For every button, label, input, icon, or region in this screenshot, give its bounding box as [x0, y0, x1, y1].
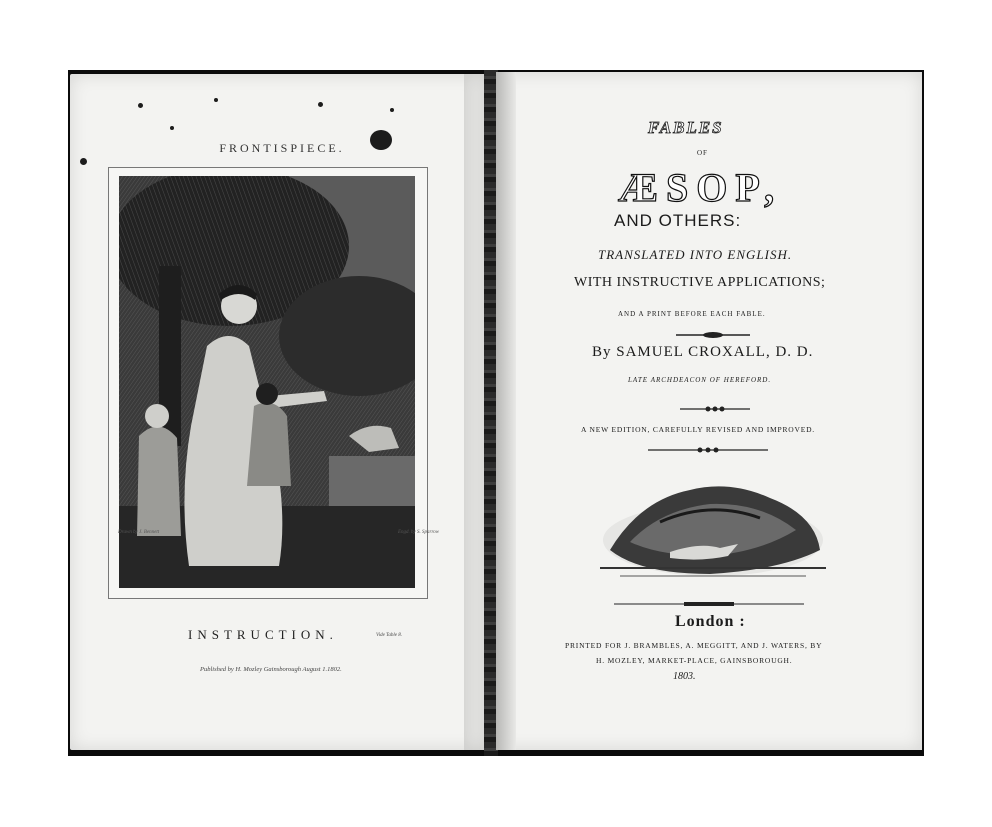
imprint-printer: H. MOZLEY, MARKET-PLACE, GAINSBOROUGH.	[596, 656, 793, 665]
engraving-illustration	[119, 176, 415, 588]
engraving-credit-right: Engd. by S. Sparrow	[398, 530, 440, 535]
publication-line: Published by H. Mozley Gainsborough August 1.1802.	[200, 666, 342, 673]
rule-ornament	[614, 600, 804, 608]
title-fables: FABLES	[648, 118, 724, 137]
title-of: OF	[697, 149, 708, 157]
frontispiece-label: FRONTISPIECE.	[219, 141, 345, 155]
engraving-credit-left: Drawn by J. Bennett	[118, 530, 160, 535]
plate-caption: INSTRUCTION.	[188, 627, 338, 642]
author-title: LATE ARCHDEACON OF HEREFORD.	[628, 376, 772, 384]
title-print-line: AND A PRINT BEFORE EACH FABLE.	[618, 310, 766, 318]
rule-ornament	[676, 331, 750, 339]
title-and-others: AND OTHERS:	[614, 211, 742, 230]
engraving-scene	[119, 176, 415, 588]
edition-line: A NEW EDITION, CAREFULLY REVISED AND IMPROVED.	[581, 425, 815, 434]
plate-caption-note: Vide Table 8.	[376, 633, 402, 638]
title-translated: TRANSLATED INTO ENGLISH.	[598, 247, 793, 262]
rule-ornament	[680, 405, 750, 413]
ink-stain	[80, 158, 87, 165]
imprint-year: 1803.	[673, 671, 696, 682]
author-line: By SAMUEL CROXALL, D. D.	[592, 344, 814, 360]
ink-stain	[390, 108, 394, 112]
woodcut-vignette	[600, 470, 826, 586]
title-aesop: ÆSOP,	[618, 165, 783, 210]
title-applications: WITH INSTRUCTIVE APPLICATIONS;	[574, 275, 826, 290]
imprint-printed-for: PRINTED FOR J. BRAMBLES, A. MEGGITT, AND J. WATERS, BY	[565, 641, 823, 650]
ink-stain	[214, 98, 218, 102]
right-page-gutter	[496, 72, 516, 750]
rule-ornament	[648, 446, 768, 454]
ink-stain	[138, 103, 143, 108]
imprint-city: London :	[675, 613, 746, 630]
ink-stain	[170, 126, 174, 130]
ink-stain	[318, 102, 323, 107]
